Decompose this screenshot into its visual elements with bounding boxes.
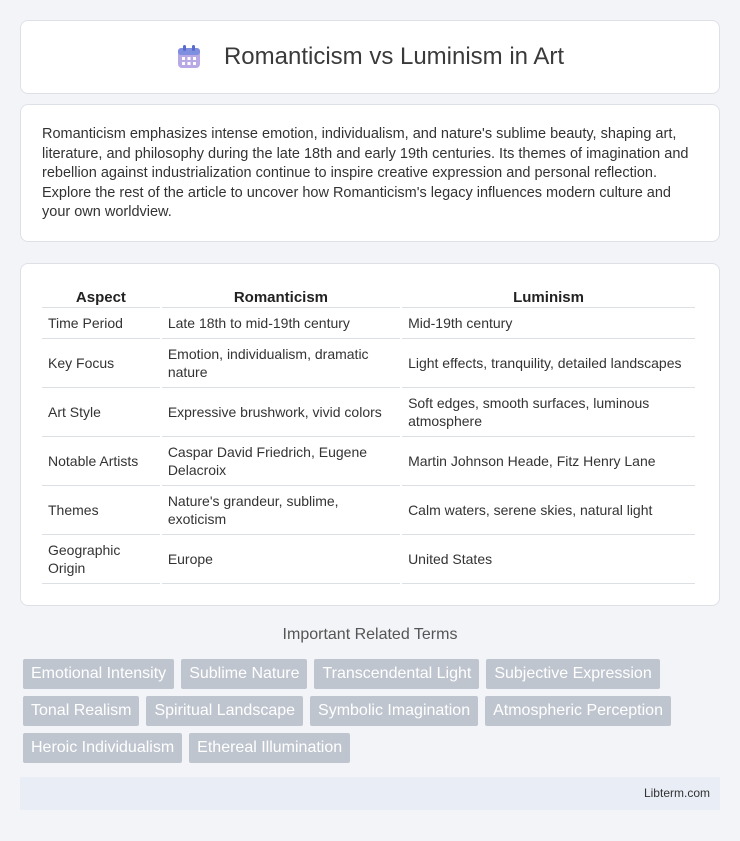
intro-card [20, 104, 720, 242]
table-cell: Europe [162, 535, 400, 584]
table-cell: Notable Artists [42, 437, 160, 486]
tag-subjective-expression[interactable]: Subjective Expression [486, 659, 659, 689]
tag-row [23, 733, 723, 763]
tag-row [23, 696, 723, 726]
footer [20, 777, 720, 810]
table-cell: Art Style [42, 388, 160, 437]
table-cell: Martin Johnson Heade, Fitz Henry Lane [402, 437, 695, 486]
table-row [42, 486, 695, 535]
page-title: Romanticism vs Luminism in Art [223, 43, 565, 70]
tag-sublime-nature[interactable]: Sublime Nature [181, 659, 307, 689]
table-cell: Soft edges, smooth surfaces, luminous atmosphere [402, 388, 695, 437]
table-cell: Mid-19th century [402, 308, 695, 339]
footer-site-link[interactable]: Libterm.com [643, 786, 710, 800]
table-cell: Light effects, tranquility, detailed landscapes [402, 339, 695, 388]
table-cell: Themes [42, 486, 160, 535]
table-cell: United States [402, 535, 695, 584]
tag-emotional-intensity[interactable]: Emotional Intensity [23, 659, 174, 689]
tag-spiritual-landscape[interactable]: Spiritual Landscape [146, 696, 303, 726]
table-cell: Geographic Origin [42, 535, 160, 584]
table-row [42, 437, 695, 486]
comparison-table-card [20, 263, 720, 606]
intro-text: Romanticism emphasizes intense emotion, individualism, and nature's sublime beauty, shaping art, literature, and philosophy during the late 18th and early 19th centuries. Its themes of imagination and rebellion against industrialization continue to inspire creative expression and personal reflection. Explore the rest of the article to uncover how Romanticism's legacy influences modern culture and your own worldview. [42, 126, 689, 220]
table-cell: Calm waters, serene skies, natural light [402, 486, 695, 535]
tag-atmospheric-perception[interactable]: Atmospheric Perception [485, 696, 671, 726]
table-cell: Late 18th to mid-19th century [162, 308, 400, 339]
table-row [42, 535, 695, 584]
column-header-luminism: Luminism [402, 284, 695, 308]
calendar-icon [176, 44, 202, 70]
table-row [42, 339, 695, 388]
tag-tonal-realism[interactable]: Tonal Realism [23, 696, 139, 726]
table-cell: Nature's grandeur, sublime, exoticism [162, 486, 400, 535]
tag-row [23, 659, 723, 689]
tag-symbolic-imagination[interactable]: Symbolic Imagination [310, 696, 478, 726]
comparison-table [40, 284, 697, 584]
tag-heroic-individualism[interactable]: Heroic Individualism [23, 733, 182, 763]
tag-ethereal-illumination[interactable]: Ethereal Illumination [189, 733, 350, 763]
related-terms-title: Important Related Terms [282, 626, 458, 643]
table-cell: Time Period [42, 308, 160, 339]
column-header-aspect: Aspect [42, 284, 160, 308]
column-header-romanticism: Romanticism [162, 284, 400, 308]
tag-transcendental-light[interactable]: Transcendental Light [314, 659, 479, 689]
table-row [42, 308, 695, 339]
related-terms-list [23, 659, 723, 770]
table-cell: Expressive brushwork, vivid colors [162, 388, 400, 437]
table-cell: Caspar David Friedrich, Eugene Delacroix [162, 437, 400, 486]
table-cell: Emotion, individualism, dramatic nature [162, 339, 400, 388]
header-card [20, 20, 720, 94]
table-cell: Key Focus [42, 339, 160, 388]
table-row [42, 388, 695, 437]
